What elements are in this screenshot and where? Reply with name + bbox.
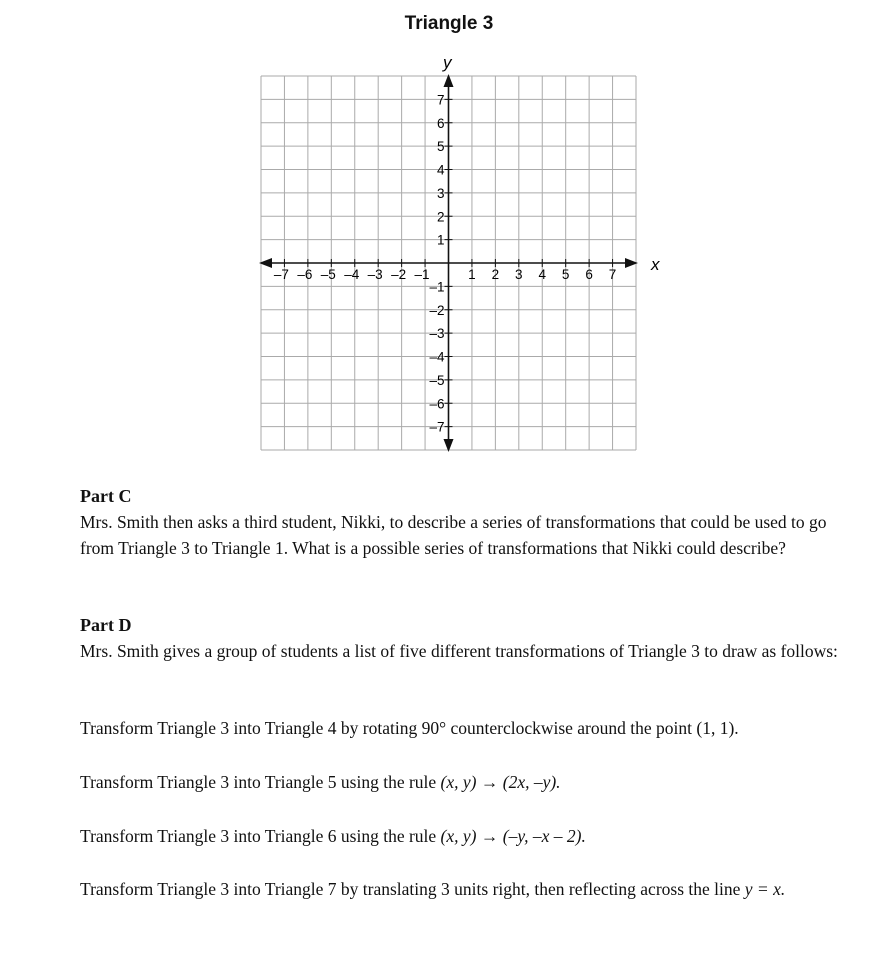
part-c-section <box>80 483 850 561</box>
x-tick-label: –6 <box>297 267 313 282</box>
graph-title: Triangle 3 <box>404 13 494 34</box>
x-tick-label: 3 <box>515 267 523 282</box>
x-tick-label: 4 <box>538 267 547 282</box>
transformation-4-text: Transform Triangle 3 into Triangle 4 by rotating 90° counterclockwise around the point (1, 1). <box>80 718 739 738</box>
x-tick-label: –5 <box>320 267 336 282</box>
y-tick-label: 2 <box>436 209 445 225</box>
transformation-4 <box>80 715 850 741</box>
y-tick-label: –5 <box>429 372 445 388</box>
transformation-5-rule: (x, y) → (2x, –y). <box>440 772 561 792</box>
transformation-6 <box>80 823 850 849</box>
transformation-7-line: y = x. <box>744 879 786 899</box>
x-tick-label: –4 <box>344 267 360 282</box>
y-tick-label: –3 <box>429 326 445 342</box>
coordinate-grid <box>0 0 890 470</box>
transformation-6-text: Transform Triangle 3 into Triangle 6 using the rule <box>80 826 441 846</box>
x-tick-label: 1 <box>468 267 476 282</box>
x-tick-label: –1 <box>414 267 430 282</box>
transformation-6-rule: (x, y) → (–y, –x – 2). <box>440 826 586 846</box>
x-tick-label: 5 <box>561 267 570 282</box>
part-d-section <box>80 612 850 664</box>
x-tick-label: 2 <box>491 267 500 282</box>
axes <box>259 74 638 452</box>
y-tick-label: 3 <box>436 185 445 201</box>
x-tick-label: 6 <box>585 267 593 282</box>
y-tick-label: 7 <box>436 92 445 108</box>
part-c-text: Mrs. Smith then asks a third student, Nikki, to describe a series of transformations that could be used to go from Triangle 3 to Triangle 1. What is a possible series of transformations that Nikki could describe? <box>80 512 827 558</box>
y-tick-label: –6 <box>429 396 445 412</box>
x-tick-label: –3 <box>367 267 383 282</box>
x-tick-label: –2 <box>391 267 407 282</box>
part-d-heading: Part D <box>80 615 132 635</box>
transformation-5 <box>80 769 850 795</box>
transformation-7 <box>80 876 850 902</box>
y-tick-label: –1 <box>429 279 445 295</box>
x-axis-label: x <box>651 255 660 274</box>
x-tick-label: –7 <box>273 267 289 282</box>
transformation-5-text: Transform Triangle 3 into Triangle 5 using the rule <box>80 772 441 792</box>
y-tick-label: –7 <box>429 419 445 435</box>
y-tick-label: 6 <box>436 115 445 131</box>
y-tick-label: –4 <box>429 349 445 365</box>
y-tick-label: 4 <box>436 162 445 178</box>
y-tick-label: –2 <box>429 302 445 318</box>
y-tick-label: 1 <box>436 232 445 248</box>
transformation-7-text: Transform Triangle 3 into Triangle 7 by translating 3 units right, then reflecting across the line <box>80 879 745 899</box>
part-c-heading: Part C <box>80 486 132 506</box>
part-d-intro: Mrs. Smith gives a group of students a list of five different transformations of Triangle 3 to draw as follows: <box>80 641 838 661</box>
y-axis-label: y <box>443 53 452 72</box>
y-tick-label: 5 <box>436 139 445 155</box>
x-tick-label: 7 <box>608 267 617 282</box>
x-tick-labels <box>274 267 616 282</box>
